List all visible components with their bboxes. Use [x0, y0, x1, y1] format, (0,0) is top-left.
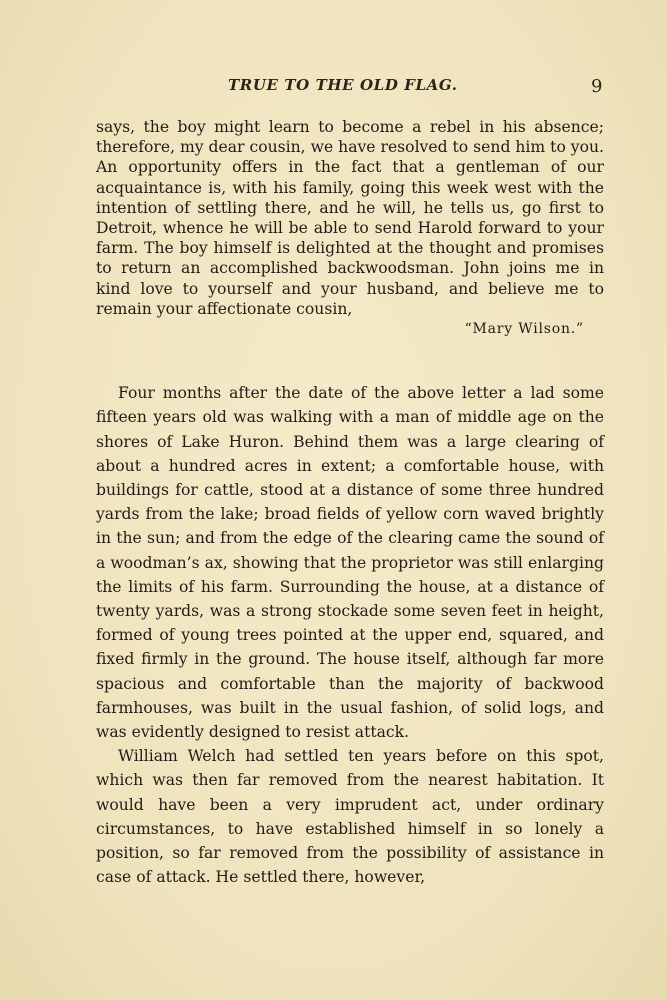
page-number: 9: [591, 76, 603, 97]
paragraph-william-welch: William Welch had settled ten years before on this spot, which was then far removed from the nearest habitation. It would have been a very imprudent act, under ordinary circumstances, to have established himself in so lonely a position, so far removed from the possibility of assistance in case of attack. He settled there, however,: [96, 747, 604, 887]
paragraph-four-months: Four months after the date of the above letter a lad some fifteen years old was walking with a man of middle age on the shores of Lake Huron. Behind them was a large clearing of about a hundred acres in extent; a comfortable house, with buildings for cattle, stood at a distance of some three hundred yards from the lake; broad fields of yellow corn waved brightly in the sun; and from the edge of the clearing came the sound of a woodman’s ax, showing that the proprietor was still enlarging the limits of his farm. Surrounding the house, at a distance of twenty yards, was a strong stockade some seven feet in height, formed of young trees pointed at the upper end, squared, and fixed firmly in the ground. The house itself, although far more spacious and comfortable than the majority of backwood farmhouses, was built in the usual fashion, of solid logs, and was evidently designed to resist attack.: [96, 384, 604, 742]
running-title: TRUE TO THE OLD FLAG.: [228, 76, 458, 94]
page-header: [0, 76, 667, 100]
body-text: [96, 117, 604, 890]
letter-closing-paragraph: says, the boy might learn to become a rebel in his absence; therefore, my dear cousin, we have resolved to send him to you. An opportunity offers in the fact that a gentleman of our acquaintance is, with his family, going this week west with the intention of settling there, and he will, he tells us, go first to Detroit, whence he will be able to send Harold forward to your farm. The boy himself is delighted at the thought and promises to return an accomplished backwoodsman. John joins me in kind love to yourself and your husband, and believe me to remain your affectionate cousin,: [96, 118, 604, 318]
letter-signature: “Mary Wilson.”: [464, 321, 584, 338]
